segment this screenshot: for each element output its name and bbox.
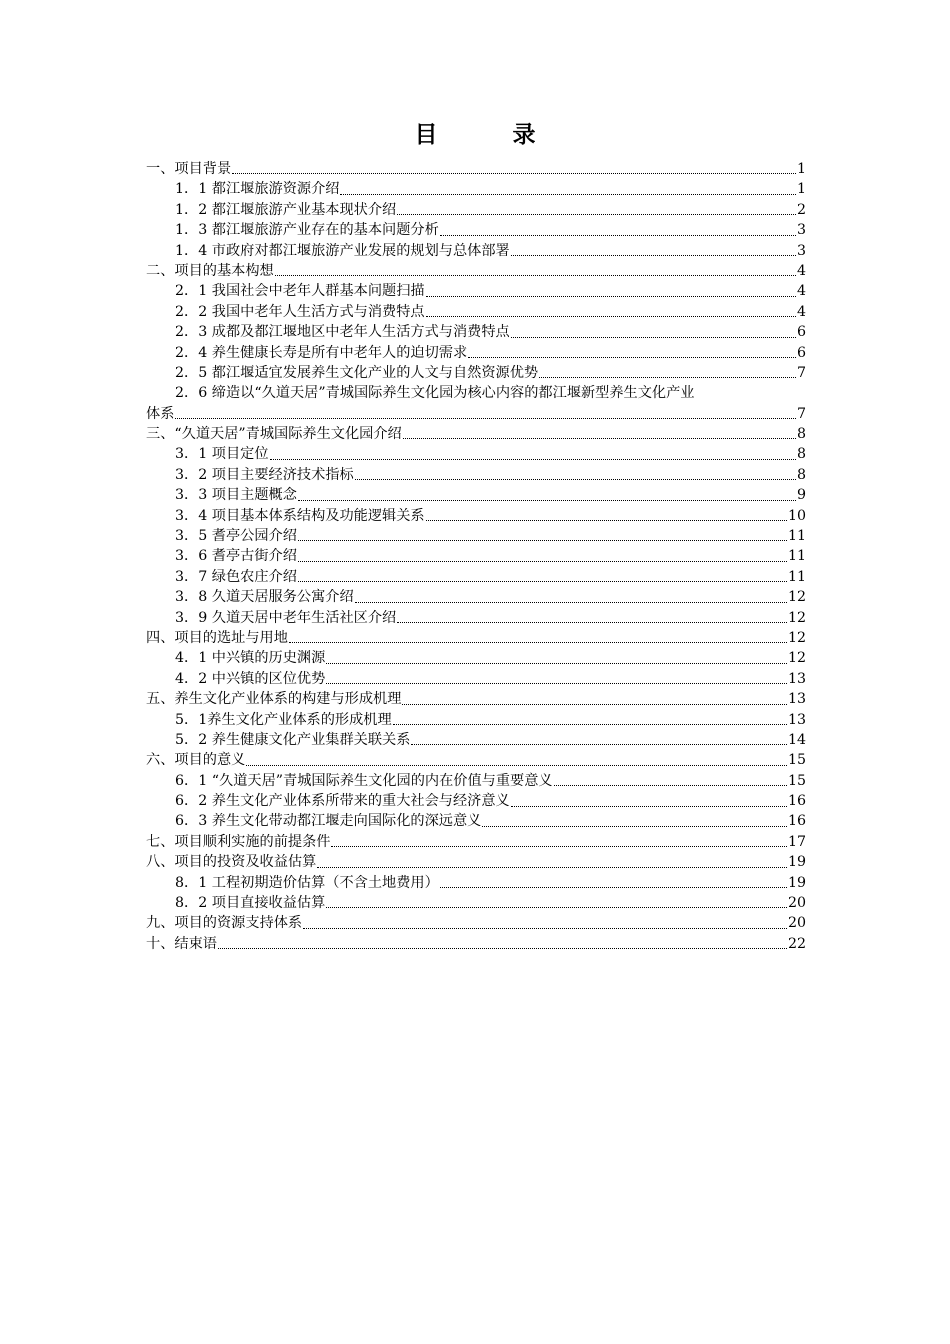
toc-section-entry[interactable] — [146, 302, 806, 322]
toc-dot-leader — [232, 173, 796, 174]
toc-page-number: 13 — [787, 711, 806, 728]
toc-dot-leader — [554, 785, 787, 786]
toc-chapter-entry[interactable] — [146, 832, 806, 852]
toc-page-number: 22 — [787, 935, 806, 952]
toc-entry-text: 十、结束语 — [146, 935, 217, 952]
toc-entry-text: 8．2 项目直接收益估算 — [175, 895, 326, 912]
toc-dot-leader — [411, 744, 787, 745]
toc-section-entry[interactable] — [146, 526, 806, 546]
toc-page-number: 17 — [787, 833, 806, 850]
toc-section-entry[interactable] — [146, 444, 806, 464]
toc-page-number: 15 — [787, 772, 806, 789]
toc-dot-leader — [402, 704, 787, 705]
toc-page-number: 7 — [796, 405, 806, 422]
toc-dot-leader — [340, 194, 796, 195]
toc-section-entry[interactable] — [146, 363, 806, 383]
toc-section-entry[interactable] — [146, 873, 806, 893]
toc-page-number: 4 — [796, 283, 806, 300]
toc-entry-text: 一、项目背景 — [146, 160, 232, 177]
toc-page-number: 8 — [796, 426, 806, 443]
toc-section-entry[interactable] — [146, 383, 806, 424]
toc-entry-text: 八、项目的投资及收益估算 — [146, 854, 317, 871]
toc-entry-text: 2．5 都江堰适宜发展养生文化产业的人文与自然资源优势 — [175, 364, 539, 381]
toc-entry-text: 四、项目的选址与用地 — [146, 629, 288, 646]
toc-chapter-entry[interactable] — [146, 913, 806, 933]
toc-entry-text: 6．2 养生文化产业体系所带来的重大社会与经济意义 — [175, 793, 510, 810]
toc-page-number: 8 — [796, 446, 806, 463]
toc-page-number: 14 — [787, 731, 806, 748]
toc-entry-text: 九、项目的资源支持体系 — [146, 915, 303, 932]
toc-dot-leader — [326, 907, 787, 908]
toc-page-number: 7 — [796, 364, 806, 381]
toc-section-entry[interactable] — [146, 241, 806, 261]
toc-page-number: 1 — [796, 160, 806, 177]
toc-dot-leader — [355, 479, 796, 480]
toc-dot-leader — [511, 806, 787, 807]
toc-dot-leader — [511, 337, 796, 338]
toc-page-number: 4 — [796, 262, 806, 279]
toc-dot-leader — [393, 724, 787, 725]
toc-page-number: 12 — [787, 609, 806, 626]
toc-section-entry[interactable] — [146, 608, 806, 628]
toc-dot-leader — [440, 235, 796, 236]
toc-dot-leader — [355, 602, 787, 603]
toc-entry-text: 6．3 养生文化带动都江堰走向国际化的深远意义 — [175, 813, 482, 830]
toc-section-entry[interactable] — [146, 567, 806, 587]
toc-entry-text: 3．4 项目基本体系结构及功能逻辑关系 — [175, 507, 425, 524]
toc-chapter-entry[interactable] — [146, 628, 806, 648]
toc-entry-text: 4．2 中兴镇的区位优势 — [175, 670, 326, 687]
toc-page-number: 20 — [787, 895, 806, 912]
toc-section-entry[interactable] — [146, 812, 806, 832]
page-title: 目 录 — [414, 121, 562, 148]
toc-section-entry[interactable] — [146, 220, 806, 240]
toc-page-number: 8 — [796, 466, 806, 483]
toc-dot-leader — [326, 663, 787, 664]
toc-section-entry[interactable] — [146, 506, 806, 526]
toc-entry-text: 4．1 中兴镇的历史渊源 — [175, 650, 326, 667]
toc-chapter-entry[interactable] — [146, 261, 806, 281]
toc-page-number: 4 — [796, 303, 806, 320]
toc-entry-text: 1．1 都江堰旅游资源介绍 — [175, 181, 340, 198]
toc-entry-text-continued: 体系 — [146, 405, 175, 422]
toc-dot-leader — [426, 520, 787, 521]
toc-dot-leader — [298, 581, 787, 582]
toc-page-number: 19 — [787, 874, 806, 891]
toc-section-entry[interactable] — [146, 485, 806, 505]
toc-section-entry[interactable] — [146, 322, 806, 342]
toc-dot-leader — [539, 377, 796, 378]
toc-page-number: 12 — [787, 650, 806, 667]
toc-page-number: 10 — [787, 507, 806, 524]
toc-page-number: 3 — [796, 242, 806, 259]
toc-dot-leader — [317, 867, 787, 868]
toc-page-number: 15 — [787, 752, 806, 769]
toc-entry-text: 五、养生文化产业体系的构建与形成机理 — [146, 691, 402, 708]
toc-section-entry[interactable] — [146, 179, 806, 199]
toc-page-number: 16 — [787, 813, 806, 830]
toc-section-entry[interactable] — [146, 343, 806, 363]
toc-page-number: 3 — [796, 222, 806, 239]
toc-chapter-entry[interactable] — [146, 424, 806, 444]
toc-entry-text: 1．2 都江堰旅游产业基本现状介绍 — [175, 201, 397, 218]
toc-page-number: 2 — [796, 201, 806, 218]
toc-dot-leader — [468, 357, 796, 358]
toc-entry-text: 2．3 成都及都江堰地区中老年人生活方式与消费特点 — [175, 324, 510, 341]
toc-dot-leader — [511, 255, 796, 256]
toc-entry-text: 3．7 绿色农庄介绍 — [175, 568, 297, 585]
toc-entry-text: 1．3 都江堰旅游产业存在的基本问题分析 — [175, 222, 439, 239]
toc-entry-text: 5．1养生文化产业体系的形成机理 — [175, 711, 392, 728]
toc-dot-leader — [440, 887, 787, 888]
toc-section-entry[interactable] — [146, 771, 806, 791]
toc-chapter-entry[interactable] — [146, 159, 806, 179]
toc-dot-leader — [403, 438, 796, 439]
toc-page-number: 13 — [787, 670, 806, 687]
toc-entry-text: 七、项目顺利实施的前提条件 — [146, 833, 331, 850]
toc-chapter-entry[interactable] — [146, 852, 806, 872]
toc-entry-text: 二、项目的基本构想 — [146, 262, 274, 279]
toc-entry-text: 1．4 市政府对都江堰旅游产业发展的规划与总体部署 — [175, 242, 510, 259]
toc-chapter-entry[interactable] — [146, 750, 806, 770]
toc-dot-leader — [426, 316, 796, 317]
toc-section-entry[interactable] — [146, 546, 806, 566]
toc-entry-text: 5．2 养生健康文化产业集群关联关系 — [175, 731, 411, 748]
toc-entry-text: 2．4 养生健康长寿是所有中老年人的迫切需求 — [175, 344, 468, 361]
toc-dot-leader — [246, 765, 787, 766]
toc-entry-text: 3．1 项目定位 — [175, 446, 269, 463]
toc-entry-text: 3．9 久道天居中老年生活社区介绍 — [175, 609, 397, 626]
toc-dot-leader — [326, 683, 787, 684]
toc-dot-leader — [482, 826, 787, 827]
toc-section-entry[interactable] — [146, 200, 806, 220]
toc-entry-text: 3．5 耆亭公园介绍 — [175, 528, 297, 545]
toc-dot-leader — [298, 540, 787, 541]
toc-page-number: 6 — [796, 344, 806, 361]
toc-dot-leader — [175, 418, 796, 419]
toc-chapter-entry[interactable] — [146, 689, 806, 709]
toc-entry-text: 3．8 久道天居服务公寓介绍 — [175, 589, 354, 606]
toc-section-entry[interactable] — [146, 730, 806, 750]
toc-page-number: 11 — [787, 528, 806, 545]
toc-section-entry[interactable] — [146, 587, 806, 607]
toc-entry-text: 六、项目的意义 — [146, 752, 246, 769]
toc-section-entry[interactable] — [146, 281, 806, 301]
toc-page-number: 1 — [796, 181, 806, 198]
toc-page-number: 12 — [787, 629, 806, 646]
toc-page-number: 9 — [796, 487, 806, 504]
toc-section-entry[interactable] — [146, 669, 806, 689]
toc-page-number: 11 — [787, 548, 806, 565]
toc-dot-leader — [426, 296, 796, 297]
toc-entry-text: 2．2 我国中老年人生活方式与消费特点 — [175, 303, 425, 320]
toc-dot-leader — [275, 275, 796, 276]
toc-page-number: 19 — [787, 854, 806, 871]
toc-dot-leader — [331, 846, 786, 847]
toc-page-number: 6 — [796, 324, 806, 341]
toc-section-entry[interactable] — [146, 710, 806, 730]
toc-page-number: 12 — [787, 589, 806, 606]
toc-dot-leader — [303, 928, 787, 929]
toc-entry-text: 2．6 缔造以“久道天居”青城国际养生文化园为核心内容的都江堰新型养生文化产业 — [175, 385, 695, 402]
toc-dot-leader — [298, 500, 796, 501]
toc-section-entry[interactable] — [146, 465, 806, 485]
toc-page-number: 11 — [787, 568, 806, 585]
toc-dot-leader — [270, 459, 796, 460]
toc-entry-text: 3．2 项目主要经济技术指标 — [175, 466, 354, 483]
toc-chapter-entry[interactable] — [146, 934, 806, 954]
toc-section-entry[interactable] — [146, 648, 806, 668]
toc-entry-text: 三、“久道天居”青城国际养生文化园介绍 — [146, 426, 402, 443]
toc-page-number: 20 — [787, 915, 806, 932]
toc-section-entry[interactable] — [146, 893, 806, 913]
toc-dot-leader — [298, 561, 787, 562]
toc-dot-leader — [397, 622, 787, 623]
toc-dot-leader — [397, 214, 796, 215]
toc-entry-text: 3．6 耆亭古街介绍 — [175, 548, 297, 565]
toc-dot-leader — [218, 948, 787, 949]
toc-page-number: 13 — [787, 691, 806, 708]
toc-page-number: 16 — [787, 793, 806, 810]
toc-entry-text: 6．1 “久道天居”青城国际养生文化园的内在价值与重要意义 — [175, 772, 553, 789]
toc-entry-text: 3．3 项目主题概念 — [175, 487, 297, 504]
table-of-contents — [146, 159, 806, 954]
toc-section-entry[interactable] — [146, 791, 806, 811]
toc-entry-text: 2．1 我国社会中老年人群基本问题扫描 — [175, 283, 425, 300]
toc-entry-text: 8．1 工程初期造价估算（不含土地费用） — [175, 874, 439, 891]
toc-dot-leader — [289, 642, 787, 643]
